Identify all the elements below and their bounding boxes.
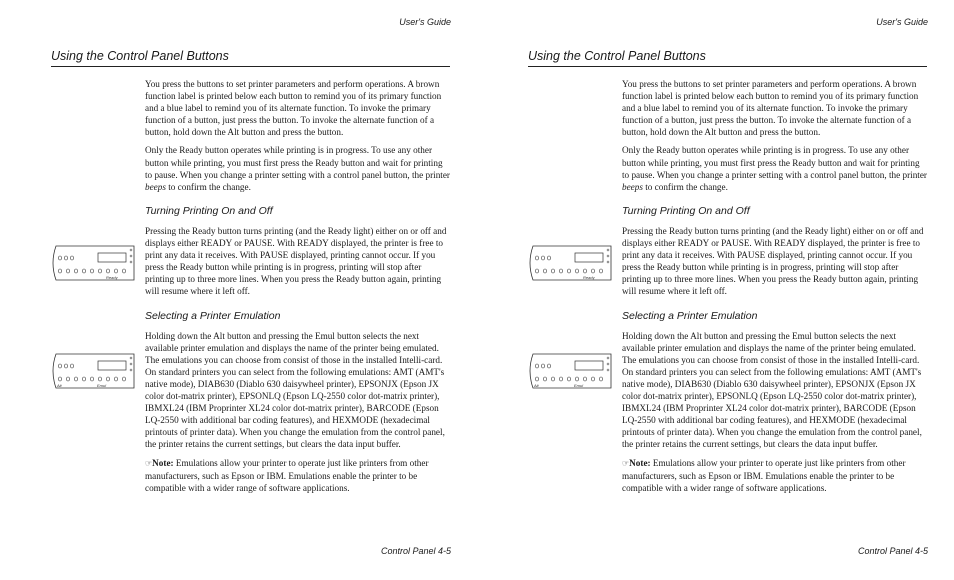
running-header: User's Guide bbox=[876, 17, 928, 27]
printing-paragraph: Pressing the Ready button turns printing (and the Ready light) either on or off and displays either READY or PAUSE. With READY displayed, the printer is free to print any data it receives. With PAUSE displayed, printing cannot occur. If you press the Ready button while printing is in progress, printing will stop after printing up to three more lines. When you press the Ready button again, printing will resume where it left off. bbox=[145, 225, 447, 297]
emul-button-label: Emul bbox=[97, 383, 107, 388]
control-panel-illustration-emul bbox=[48, 352, 136, 390]
alt-button-label: Alt bbox=[57, 383, 62, 388]
body-text bbox=[622, 78, 928, 500]
control-panel-illustration-emul bbox=[525, 352, 613, 390]
section-title: Using the Control Panel Buttons bbox=[528, 49, 927, 67]
right-page bbox=[477, 0, 954, 580]
subsection-heading-printing: Turning Printing On and Off bbox=[145, 204, 273, 217]
note-paragraph: ☞Note: Emulations allow your printer to operate just like printers from other manufacturers, such as Epson or IBM. Emulations enable the printer to be compatible with a wider range of software applications. bbox=[145, 457, 429, 493]
intro-paragraph: You press the buttons to set printer parameters and perform operations. A brown function label is printed below each button to remind you of its primary function and a blue label to remind you of its alternate function. To invoke the primary function of a button, just press the button. To invoke the alternate function of a button, hold down the Alt button and press the button. bbox=[622, 79, 919, 138]
pointing-hand-icon: ☞ bbox=[622, 458, 630, 468]
page-footer: Control Panel 4-5 bbox=[857, 546, 928, 556]
subsection-heading-emulation: Selecting a Printer Emulation bbox=[622, 309, 758, 322]
ready-button-label: Ready bbox=[106, 275, 118, 280]
subsection-heading-emulation: Selecting a Printer Emulation bbox=[145, 309, 281, 322]
control-panel-illustration-ready bbox=[525, 244, 613, 282]
section-title: Using the Control Panel Buttons bbox=[51, 49, 450, 67]
emulation-paragraph: Holding down the Alt button and pressing the Emul button selects the next available printer emulation and displays the name of the printer being emulated. The emulations you can choose from consist of those in the installed Intelli-card. On standard printers you can select from the following emulations: AMT (AMT's native mode), DIAB630 (Diablo 630 daisywheel printer), EPSONJX (Epson JX color dot-matrix printer), EPSONLQ (Epson LQ-2550 color dot-matrix printer), IBMXL24 (IBM Proprinter XL24 color dot-matrix printer), BARCODE (Epson LQ-2550 with additional bar coding features), and HEXMODE (hexadecimal printouts of printer data). When you change the emulation from the control panel, the printer retains the current settings, but clears the data input buffer. bbox=[622, 330, 922, 450]
page-footer: Control Panel 4-5 bbox=[380, 546, 451, 556]
running-header: User's Guide bbox=[399, 17, 451, 27]
note-paragraph: ☞Note: Emulations allow your printer to operate just like printers from other manufacturers, such as Epson or IBM. Emulations enable the printer to be compatible with a wider range of software applications. bbox=[622, 457, 906, 493]
intro-paragraph-2: Only the Ready button operates while printing is in progress. To use any other button while printing, you must first press the Ready button and wait for printing to pause. When you change a printer setting with a control panel button, the printer beeps to confirm the change. bbox=[622, 145, 927, 192]
emulation-paragraph: Holding down the Alt button and pressing the Emul button selects the next available printer emulation and displays the name of the printer being emulated. The emulations you can choose from consist of those in the installed Intelli-card. On standard printers you can select from the following emulations: AMT (AMT's native mode), DIAB630 (Diablo 630 daisywheel printer), EPSONJX (Epson JX color dot-matrix printer), EPSONLQ (Epson LQ-2550 color dot-matrix printer), IBMXL24 (IBM Proprinter XL24 color dot-matrix printer), BARCODE (Epson LQ-2550 with additional bar coding features), and HEXMODE (hexadecimal printouts of printer data). When you change the emulation from the control panel, the printer retains the current settings, but clears the data input buffer. bbox=[145, 330, 445, 450]
ready-button-label: Ready bbox=[583, 275, 595, 280]
intro-paragraph-2: Only the Ready button operates while printing is in progress. To use any other button while printing, you must first press the Ready button and wait for printing to pause. When you change a printer setting with a control panel button, the printer beeps to confirm the change. bbox=[145, 145, 450, 192]
printing-paragraph: Pressing the Ready button turns printing (and the Ready light) either on or off and displays either READY or PAUSE. With READY displayed, the printer is free to print any data it receives. With PAUSE displayed, printing cannot occur. If you press the Ready button while printing is in progress, printing will stop after printing up to three more lines. When you press the Ready button again, printing will resume where it left off. bbox=[622, 225, 924, 297]
emul-button-label: Emul bbox=[574, 383, 584, 388]
control-panel-illustration-ready bbox=[48, 244, 136, 282]
body-text bbox=[145, 78, 451, 500]
alt-button-label: Alt bbox=[534, 383, 539, 388]
intro-paragraph: You press the buttons to set printer parameters and perform operations. A brown function label is printed below each button to remind you of its primary function and a blue label to remind you of its alternate function. To invoke the primary function of a button, just press the button. To invoke the alternate function of a button, hold down the Alt button and press the button. bbox=[145, 79, 442, 138]
subsection-heading-printing: Turning Printing On and Off bbox=[622, 204, 750, 217]
pointing-hand-icon: ☞ bbox=[145, 458, 153, 468]
